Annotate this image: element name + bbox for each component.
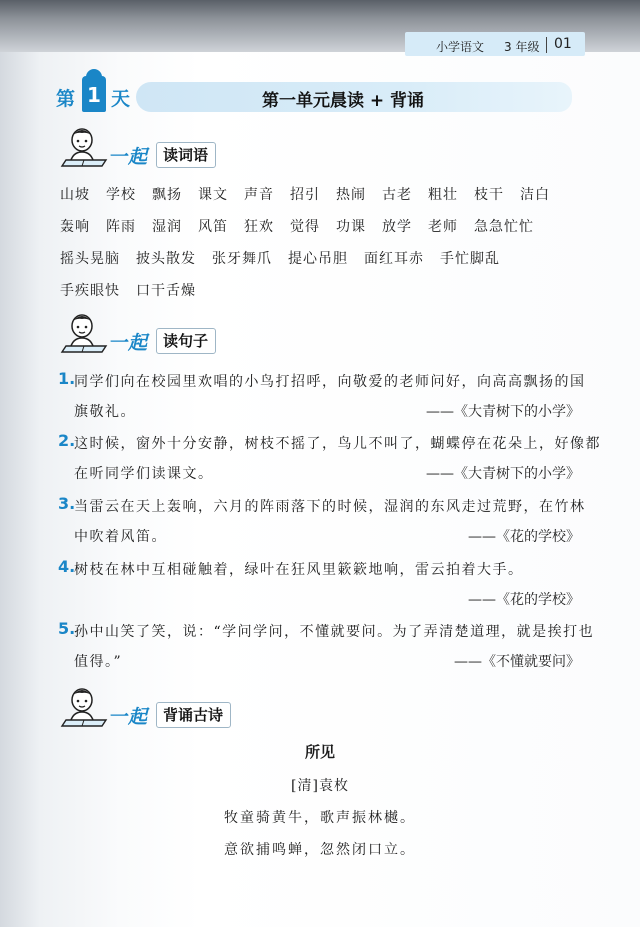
- vocab-word: 披头散发: [136, 251, 196, 267]
- yiqi-logo: 一起: [108, 146, 149, 168]
- sentence-source: ——《不懂就要问》: [454, 654, 580, 670]
- day-prefix: 第: [56, 88, 76, 110]
- vocab-word: 功课: [336, 219, 366, 235]
- vocab-word: 轰响: [60, 219, 90, 235]
- day-suffix: 天: [111, 88, 131, 110]
- unit-title: 第一单元晨读 + 背诵: [261, 91, 425, 111]
- section-label-poem: 背诵古诗: [163, 706, 224, 724]
- vocab-word: 老师: [428, 219, 458, 235]
- vocab-word: 放学: [382, 219, 412, 235]
- vocab-word: 粗壮: [428, 187, 458, 203]
- sentence-source: ——《大青树下的小学》: [426, 466, 580, 482]
- vocab-word: 摇头晃脑: [60, 251, 120, 267]
- reading-boy-icon: [58, 686, 110, 732]
- vocab-word: 狂欢: [244, 219, 274, 235]
- header-divider: [546, 37, 547, 53]
- sentence-line: 在听同学们读课文。: [74, 466, 214, 482]
- section-label-box: [156, 702, 231, 728]
- day-number: 1: [82, 76, 106, 112]
- sentence-line: 值得。”: [74, 654, 123, 670]
- sentence-number: 3.: [58, 494, 76, 513]
- sentence-source: ——《花的学校》: [468, 529, 580, 545]
- sentence-line: 中吹着风笛。: [74, 529, 167, 545]
- sentence-number: 2.: [58, 431, 76, 450]
- sentence-source: ——《大青树下的小学》: [426, 404, 580, 420]
- vocab-word: 洁白: [520, 187, 550, 203]
- yiqi-logo: 一起: [108, 332, 149, 354]
- section-header-poem: [58, 686, 258, 732]
- vocab-line-1: [60, 184, 566, 204]
- vocab-word: 觉得: [290, 219, 320, 235]
- vocab-word: 面红耳赤: [364, 251, 424, 267]
- page-number: 01: [554, 36, 572, 52]
- sentence-line: 旗敬礼。: [74, 404, 136, 420]
- reading-boy-icon: [58, 126, 110, 172]
- vocab-word: 手忙脚乱: [440, 251, 500, 267]
- section-label-sentences: 读句子: [163, 332, 209, 350]
- vocab-word: 课文: [198, 187, 228, 203]
- vocab-word: 飘扬: [152, 187, 182, 203]
- poem-author: [清]袁枚: [291, 778, 349, 794]
- vocab-word: 学校: [106, 187, 136, 203]
- vocab-word: 风笛: [198, 219, 228, 235]
- sentence-number: 4.: [58, 557, 76, 576]
- vocab-word: 提心吊胆: [288, 251, 348, 267]
- poem-title: 所见: [304, 743, 335, 761]
- header-subject: 小学语文: [436, 40, 485, 54]
- sentence-number: 1.: [58, 369, 76, 388]
- sentence-line: 同学们向在校园里欢唱的小鸟打招呼，向敬爱的老师问好，向高高飘扬的国: [74, 374, 586, 390]
- poem-line-2: 意欲捕鸣蝉，忽然闭口立。: [224, 842, 416, 858]
- vocab-line-4: [60, 280, 212, 300]
- poem-line-1: 牧童骑黄牛，歌声振林樾。: [224, 810, 416, 826]
- vocab-word: 张牙舞爪: [212, 251, 272, 267]
- vocab-word: 急急忙忙: [474, 219, 534, 235]
- sentence-line: 当雷云在天上轰响，六月的阵雨落下的时候，湿润的东风走过荒野，在竹林: [74, 499, 586, 515]
- vocab-word: 古老: [382, 187, 412, 203]
- section-label-box: [156, 142, 216, 168]
- section-header-words: [58, 126, 258, 172]
- sentence-number: 5.: [58, 619, 76, 638]
- vocab-word: 阵雨: [106, 219, 136, 235]
- sentence-line: 孙中山笑了笑，说：“学问学问，不懂就要问。为了弄清楚道理，就是挨打也: [74, 624, 595, 640]
- vocab-word: 湿润: [152, 219, 182, 235]
- vocab-word: 山坡: [60, 187, 90, 203]
- reading-boy-icon: [58, 312, 110, 358]
- yiqi-logo: 一起: [108, 706, 149, 728]
- sentence-source: ——《花的学校》: [468, 592, 580, 608]
- vocab-word: 招引: [290, 187, 320, 203]
- header-grade: 3 年级: [504, 40, 540, 54]
- section-header-sentences: [58, 312, 258, 358]
- section-label-box: [156, 328, 216, 354]
- sentence-line: 这时候，窗外十分安静，树枝不摇了，鸟儿不叫了，蝴蝶停在花朵上，好像都: [74, 436, 601, 452]
- vocab-word: 口干舌燥: [136, 283, 196, 299]
- section-label-words: 读词语: [163, 146, 209, 164]
- vocab-word: 枝干: [474, 187, 504, 203]
- vocab-line-3: [60, 248, 516, 268]
- vocab-line-2: [60, 216, 550, 236]
- vocab-word: 手疾眼快: [60, 283, 120, 299]
- sentence-line: 树枝在林中互相碰触着，绿叶在狂风里簌簌地响，雷云拍着大手。: [74, 562, 524, 578]
- vocab-word: 热闹: [336, 187, 366, 203]
- vocab-word: 声音: [244, 187, 274, 203]
